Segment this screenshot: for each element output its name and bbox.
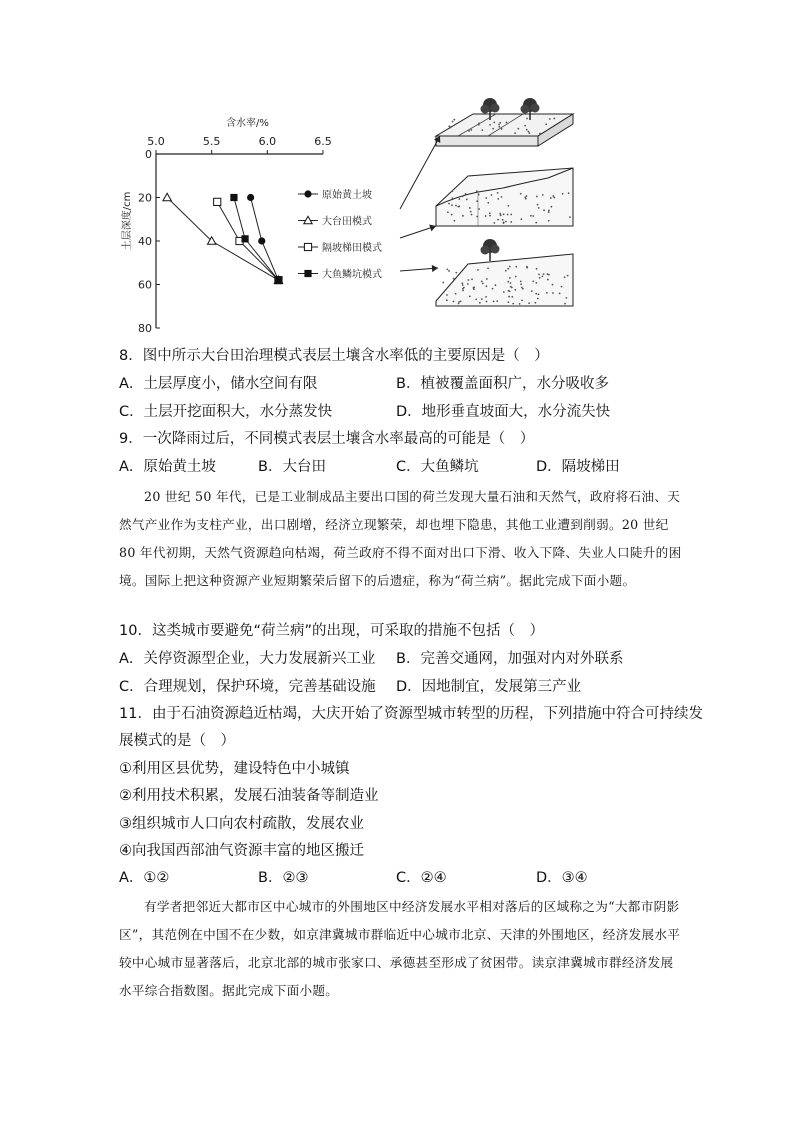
- soil-dot: [565, 297, 567, 299]
- fish-scale-pit-block: [436, 254, 573, 306]
- question-8-option-b[interactable]: B．植被覆盖面积广，水分吸收多: [396, 376, 609, 392]
- soil-dot: [492, 288, 494, 290]
- soil-dot: [550, 206, 552, 208]
- soil-dot: [532, 215, 534, 217]
- soil-dot: [461, 282, 463, 284]
- soil-dot: [536, 268, 538, 270]
- soil-dot: [498, 124, 500, 126]
- question-11-option-a[interactable]: A．①②: [119, 870, 170, 886]
- soil-dot: [521, 300, 523, 302]
- soil-dot: [524, 125, 526, 127]
- soil-dot: [489, 212, 491, 214]
- soil-dot: [506, 122, 508, 124]
- soil-dot: [453, 119, 455, 121]
- soil-dot: [469, 295, 471, 297]
- soil-dot: [552, 292, 554, 294]
- question-9-option-a[interactable]: A．原始黄土坡: [119, 459, 216, 475]
- soil-dot: [499, 122, 501, 124]
- soil-dot: [526, 195, 528, 197]
- x-tick-label: 6.5: [314, 135, 332, 148]
- soil-dot: [465, 193, 467, 195]
- soil-dot: [495, 284, 497, 286]
- soil-dot: [479, 302, 481, 304]
- soil-dot: [489, 215, 491, 217]
- soil-dot: [492, 128, 494, 130]
- soil-dot: [451, 204, 453, 206]
- data-point: [258, 237, 265, 244]
- soil-dot: [548, 220, 550, 222]
- data-point: [163, 193, 171, 200]
- legend-label: 隔坡梯田模式: [322, 243, 382, 254]
- soil-dot: [511, 287, 513, 289]
- soil-dot: [519, 303, 521, 305]
- soil-dot: [528, 302, 530, 304]
- terrace-front-face: [436, 136, 538, 146]
- soil-dot: [507, 301, 509, 303]
- soil-dot: [515, 276, 517, 278]
- question-9-stem: 9．一次降雨过后，不同模式表层土壤含水率最高的可能是（ ）: [119, 431, 535, 447]
- soil-dot: [485, 285, 487, 287]
- soil-dot: [496, 300, 498, 302]
- soil-dot: [471, 278, 473, 280]
- legend-marker: [304, 243, 311, 250]
- soil-dot: [553, 197, 555, 199]
- soil-dot: [539, 277, 541, 279]
- soil-dot: [515, 266, 517, 268]
- soil-dot: [512, 303, 514, 305]
- question-11-item-2: ②利用技术积累，发展石油装备等制造业: [119, 788, 379, 804]
- soil-dot: [541, 275, 543, 277]
- x-tick-label: 5.0: [147, 135, 165, 148]
- soil-dot: [451, 197, 453, 199]
- question-11-item-4: ④向我国西部油气资源丰富的地区搬迁: [119, 843, 364, 859]
- slope-illustrations: [400, 98, 573, 306]
- data-point: [247, 194, 254, 201]
- soil-moisture-figure: [118, 96, 588, 336]
- soil-dot: [487, 202, 489, 204]
- question-11-stem-line1: 11．由于石油资源趋近枯竭，大庆开始了资源型城市转型的历程，下列措施中符合可持续发: [119, 706, 703, 722]
- soil-dot: [476, 200, 478, 202]
- soil-dot: [501, 128, 503, 130]
- data-point: [241, 235, 248, 242]
- y-tick-label: 0: [145, 148, 152, 161]
- soil-dot: [485, 215, 487, 217]
- soil-dot: [534, 302, 536, 304]
- soil-dot: [535, 222, 537, 224]
- question-10-stem: 10．这类城市要避免“荷兰病”的出现，可采取的措施不包括（ ）: [119, 623, 544, 639]
- pointer-arrow-head: [432, 265, 438, 272]
- soil-dot: [502, 219, 504, 221]
- chart-plot-area: [163, 193, 283, 283]
- soil-dot: [536, 196, 538, 198]
- soil-dot: [526, 129, 528, 131]
- soil-dot: [508, 296, 510, 298]
- soil-dot: [508, 205, 510, 207]
- soil-dot: [452, 121, 454, 123]
- soil-dot: [514, 289, 516, 291]
- question-8-stem: 8．图中所示大台田治理模式表层土壤含水率低的主要原因是（ ）: [119, 348, 549, 364]
- soil-dot: [446, 294, 448, 296]
- soil-dot: [467, 283, 469, 285]
- soil-dot: [535, 293, 537, 295]
- question-10-option-d[interactable]: D．因地制宜，发展第三产业: [396, 679, 582, 695]
- x-tick-label: 5.5: [202, 135, 221, 148]
- soil-dot: [509, 266, 511, 268]
- soil-dot: [497, 192, 499, 194]
- soil-dot: [503, 213, 505, 215]
- soil-dot: [486, 278, 488, 280]
- soil-dot: [481, 129, 483, 131]
- question-11-stem-line2: 展模式的是（ ）: [119, 733, 235, 749]
- soil-dot: [520, 193, 522, 195]
- soil-dot: [538, 293, 540, 295]
- tree-crown: [481, 246, 490, 255]
- soil-dot: [543, 209, 545, 211]
- soil-dot: [542, 194, 544, 196]
- soil-dot: [543, 273, 545, 275]
- soil-dot: [462, 195, 464, 197]
- soil-dot: [477, 269, 479, 271]
- soil-dot: [448, 203, 450, 205]
- soil-dot: [538, 207, 540, 209]
- soil-dot: [448, 126, 450, 128]
- soil-dot: [501, 196, 503, 198]
- soil-dot: [493, 122, 495, 124]
- soil-dot: [462, 288, 464, 290]
- soil-dot: [486, 301, 488, 303]
- question-8-option-c[interactable]: C．土层开挖面积大，水分蒸发快: [119, 404, 333, 420]
- data-point: [275, 277, 282, 284]
- question-11-option-c[interactable]: C．②④: [396, 870, 447, 886]
- soil-dot: [475, 299, 477, 301]
- soil-dot: [458, 198, 460, 200]
- soil-dot: [453, 278, 455, 280]
- question-8-option-d[interactable]: D．地形垂直坡面大，水分流失快: [396, 404, 611, 420]
- soil-dot: [505, 270, 507, 272]
- x-axis-title: 含水率/%: [226, 118, 269, 129]
- soil-dot: [537, 298, 539, 300]
- y-tick-label: 40: [138, 235, 152, 248]
- soil-dot: [553, 118, 555, 120]
- pointer-arrow-line: [400, 136, 440, 209]
- soil-dot: [548, 211, 550, 213]
- soil-dot: [507, 268, 509, 270]
- soil-dot: [478, 122, 480, 124]
- y-axis-title: 土层深度/cm: [122, 191, 133, 251]
- soil-dot: [462, 290, 464, 292]
- tree-crown: [491, 245, 500, 254]
- soil-dot: [478, 194, 480, 196]
- soil-dot: [509, 277, 511, 279]
- soil-dot: [550, 197, 552, 199]
- soil-dot: [455, 272, 457, 274]
- soil-dot: [451, 126, 453, 128]
- question-10-option-b[interactable]: B．完善交通网，加强对内对外联系: [396, 651, 624, 667]
- soil-dot: [468, 130, 470, 132]
- soil-dot: [473, 287, 475, 289]
- soil-dot: [448, 270, 450, 272]
- tree-crown: [481, 105, 490, 114]
- passage-metropolitan-shadow: 有学者把邻近大都市区中心城市的外围地区中经济发展水平相对落后的区域称之为“大都市阴影区”，其范例在中国不在少数，如京津冀城市群临近中心城市北京、天津的外围地区，经济发展水平较中心城市显著落后，北京北部的城市张家口、承德甚至形成了贫困带。读京津冀城市群经济发展水平综合指数图。据此完成下面小题。: [119, 899, 681, 998]
- question-11-item-3: ③组织城市人口向农村疏散，发展农业: [119, 816, 364, 832]
- question-8-option-a[interactable]: A．土层厚度小，储水空间有限: [119, 376, 318, 392]
- soil-dot: [514, 132, 516, 134]
- soil-dot: [503, 291, 505, 293]
- soil-dot: [446, 299, 448, 301]
- soil-dot: [478, 208, 480, 210]
- soil-dot: [448, 193, 450, 195]
- soil-dot: [462, 215, 464, 217]
- soil-dot: [499, 213, 501, 215]
- soil-dot: [538, 274, 540, 276]
- soil-dot: [520, 283, 522, 285]
- soil-dot: [455, 205, 457, 207]
- soil-dot: [520, 281, 522, 283]
- soil-dot: [466, 199, 468, 201]
- soil-dot: [526, 118, 528, 120]
- soil-dot: [539, 133, 541, 135]
- soil-dot: [564, 276, 566, 278]
- y-tick-label: 60: [138, 278, 152, 292]
- soil-dot: [511, 296, 513, 298]
- soil-dot: [546, 292, 548, 294]
- soil-dot: [549, 118, 551, 120]
- soil-dot: [552, 284, 554, 286]
- soil-dot: [548, 209, 550, 211]
- soil-dot: [453, 301, 455, 303]
- soil-dot: [493, 222, 495, 224]
- soil-dot: [521, 287, 523, 289]
- soil-dot: [468, 279, 470, 281]
- data-point: [230, 194, 237, 201]
- tree-crown: [491, 104, 500, 113]
- soil-dot: [562, 193, 564, 195]
- y-tick-label: 80: [138, 322, 152, 335]
- x-tick-label: 6.0: [258, 135, 277, 148]
- soil-dot: [476, 190, 478, 192]
- soil-dot: [457, 206, 459, 208]
- soil-dot: [485, 197, 487, 199]
- soil-dot: [517, 128, 519, 130]
- soil-dot: [530, 215, 532, 217]
- soil-dot: [485, 296, 487, 298]
- soil-dot: [487, 268, 489, 270]
- soil-dot: [478, 124, 480, 126]
- chart-axes: [120, 116, 332, 335]
- question-11-item-1: ①利用区县优势，建设特色中小城镇: [119, 761, 350, 777]
- soil-dot: [493, 301, 495, 303]
- soil-dot: [547, 273, 549, 275]
- soil-dot: [532, 280, 534, 282]
- soil-dot: [462, 284, 464, 286]
- soil-dot: [564, 303, 566, 305]
- soil-dot: [453, 220, 455, 222]
- soil-dot: [559, 292, 561, 294]
- soil-dot: [500, 214, 502, 216]
- legend-label: 大鱼鳞坑模式: [322, 269, 382, 281]
- question-9-option-b[interactable]: B．大台田: [258, 459, 326, 475]
- soil-dot: [520, 218, 522, 220]
- question-10-option-c[interactable]: C．合理规划，保护环境，完善基础设施: [119, 679, 376, 695]
- legend-label: 大台田模式: [322, 216, 372, 228]
- data-point: [214, 198, 221, 205]
- tree-crown: [521, 105, 530, 114]
- soil-dot: [491, 194, 493, 196]
- soil-dot: [447, 211, 449, 213]
- soil-dot: [526, 267, 528, 269]
- soil-dot: [510, 214, 512, 216]
- soil-dot: [498, 126, 500, 128]
- soil-dot: [442, 282, 444, 284]
- chart-legend: [298, 188, 382, 281]
- question-10-option-a[interactable]: A．关停资源型企业，大力发展新兴工业: [119, 651, 376, 667]
- soil-dot: [505, 221, 507, 223]
- soil-dot: [531, 290, 533, 292]
- soil-dot: [528, 132, 530, 134]
- passage-dutch-disease: 20 世纪 50 年代，已是工业制成品主要出口国的荷兰发现大量石油和天然气，政府将石油、天然气产业作为支柱产业，出口剧增，经济立现繁荣，却也埋下隐患，其他工业遭到削弱。20 世纪 80 年代初期，天然气资源趋向枯竭，荷兰政府不得不面对出口下滑、收入下降、失业人口陡升的困境。国际上把这种资源产业短期繁荣后留下的后遗症，称为“荷兰病”。据此完成下面小题。: [119, 489, 682, 588]
- legend-label: 原始黄土坡: [322, 190, 372, 201]
- question-11-option-b[interactable]: B．②③: [258, 870, 309, 886]
- legend-marker: [304, 270, 311, 277]
- soil-dot: [510, 221, 512, 223]
- soil-dot: [567, 275, 569, 277]
- soil-dot: [455, 293, 457, 295]
- soil-dot: [460, 300, 462, 302]
- soil-dot: [470, 211, 472, 213]
- soil-dot: [458, 301, 460, 303]
- soil-dot: [446, 268, 448, 270]
- soil-dot: [524, 197, 526, 199]
- soil-dot: [568, 192, 570, 194]
- legend-marker: [304, 190, 311, 197]
- soil-dot: [507, 214, 509, 216]
- tree-crown: [531, 104, 540, 113]
- soil-dot: [569, 216, 571, 218]
- soil-dot: [470, 129, 472, 131]
- soil-dot: [489, 124, 491, 126]
- soil-dot: [508, 290, 510, 292]
- soil-dot: [497, 198, 499, 200]
- question-9-option-c[interactable]: C．大鱼鳞坑: [396, 459, 479, 475]
- soil-dot: [451, 190, 453, 192]
- soil-dot: [537, 204, 539, 206]
- y-tick-label: 20: [138, 191, 152, 205]
- question-11-option-d[interactable]: D．③④: [536, 870, 588, 886]
- soil-dot: [503, 222, 505, 224]
- soil-dot: [482, 283, 484, 285]
- soil-dot: [497, 219, 499, 221]
- soil-dot: [545, 123, 547, 125]
- soil-dot: [481, 298, 483, 300]
- soil-dot: [561, 286, 563, 288]
- question-9-option-d[interactable]: D．隔坡梯田: [536, 459, 620, 475]
- soil-dot: [528, 131, 530, 133]
- soil-dot: [451, 214, 453, 216]
- soil-dot: [547, 279, 549, 281]
- soil-dot: [469, 207, 471, 209]
- soil-dot: [476, 216, 478, 218]
- soil-dot: [535, 282, 537, 284]
- soil-dot: [471, 214, 473, 216]
- soil-dot: [510, 282, 512, 284]
- soil-dot: [507, 281, 509, 283]
- soil-dot: [481, 281, 483, 283]
- soil-dot: [458, 303, 460, 305]
